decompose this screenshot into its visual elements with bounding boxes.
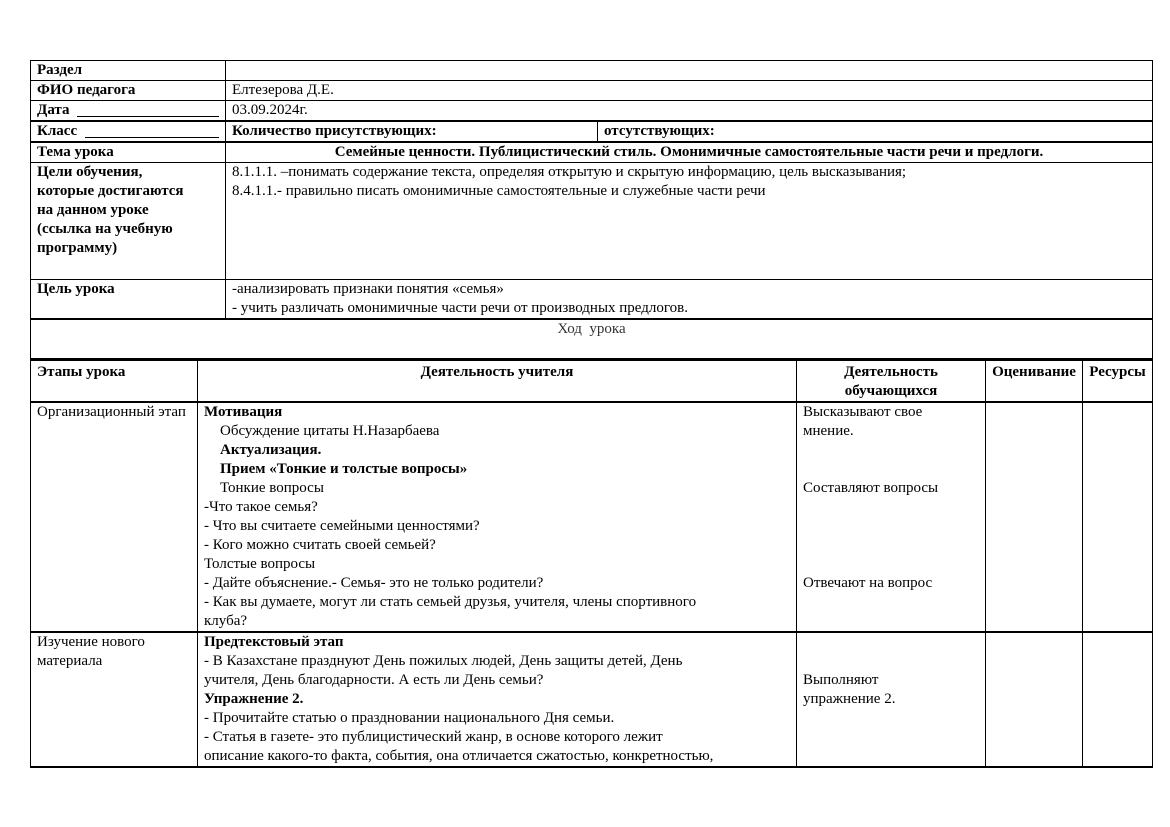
assessment-cell: [986, 632, 1083, 767]
topic-label: Тема урока: [31, 142, 226, 163]
row-class: [31, 121, 1153, 142]
razdel-value: [226, 61, 1153, 81]
text-line: [803, 555, 979, 574]
date-label: Дата: [37, 102, 70, 118]
text-line: - Как вы думаете, могут ли стать семьей друзья, учителя, члены спортивного: [204, 593, 697, 610]
class-underline: [85, 122, 219, 138]
topic-value: Семейные ценности. Публицистический стиль. Омонимичные самостоятельные части речи и предлоги.: [226, 142, 1153, 163]
text-line: учителя, День благодарности. А есть ли День семьи?: [204, 671, 544, 688]
lesson-plan-document: [30, 60, 1152, 768]
text-line: Предтекстовый этап: [204, 633, 344, 650]
lesson-aim-label: Цель урока: [31, 280, 226, 320]
text-line: [803, 441, 979, 460]
text-line: Тонкие вопросы: [220, 479, 324, 496]
fio-label: ФИО педагога: [31, 81, 226, 101]
row-learning-goals: [31, 163, 1153, 280]
text-line: - Прочитайте статью о праздновании национального Дня семьи.: [204, 709, 615, 726]
text-line: Высказывают свое: [803, 403, 923, 420]
row-razdel: [31, 61, 1153, 81]
stages-header-row: [31, 360, 1153, 402]
text-line: - Кого можно считать своей семьей?: [204, 536, 436, 553]
text-line: (ссылка на учебную: [37, 221, 173, 237]
header-student-activity: Деятельность обучающихся: [797, 360, 986, 402]
text-line: программу): [37, 240, 118, 256]
student-activity-cell: [797, 402, 986, 632]
text-line: мнение.: [803, 422, 854, 439]
row-topic: [31, 142, 1153, 163]
header-teacher-activity: Деятельность учителя: [198, 360, 797, 402]
assessment-cell: [986, 402, 1083, 632]
learning-goals-label: [31, 163, 226, 280]
header-resources: Ресурсы: [1083, 360, 1153, 402]
stage-name: Изучение нового материала: [31, 632, 198, 767]
text-line: 8.1.1.1. –понимать содержание текста, определяя открытую и скрытую информацию, цель высказывания;: [232, 164, 907, 180]
present-label: Количество присутствующих:: [226, 121, 598, 142]
teacher-activity-cell: [198, 632, 797, 767]
text-line: Упражнение 2.: [204, 690, 304, 707]
text-line: 8.4.1.1.- правильно писать омонимичные самостоятельные и служебные части речи: [232, 183, 766, 199]
text-line: описание какого-то факта, события, она отличается сжатостью, конкретностью,: [204, 747, 714, 764]
learning-goals-value: [226, 163, 1153, 280]
header-assessment: Оценивание: [986, 360, 1083, 402]
text-line: Обсуждение цитаты Н.Назарбаева: [220, 422, 440, 439]
text-line: Прием «Тонкие и толстые вопросы»: [220, 460, 468, 477]
class-label-cell: [31, 121, 226, 142]
text-line: Цели обучения,: [37, 164, 143, 180]
text-line: [803, 498, 979, 517]
text-line: Мотивация: [204, 403, 283, 420]
text-line: -анализировать признаки понятия «семья»: [232, 281, 504, 297]
text-line: которые достигаются: [37, 183, 184, 199]
text-line: Выполняют: [803, 671, 879, 688]
header-stage: Этапы урока: [31, 360, 198, 402]
class-label: Класс: [37, 123, 78, 139]
resources-cell: [1083, 402, 1153, 632]
text-line: - Статья в газете- это публицистический жанр, в основе которого лежит: [204, 728, 663, 745]
fio-value: Елтезерова Д.Е.: [226, 81, 1153, 101]
text-line: Составляют вопросы: [803, 479, 939, 496]
stage-row-organizational: [31, 402, 1153, 632]
row-fio: [31, 81, 1153, 101]
text-line: Актуализация.: [220, 441, 322, 458]
text-line: [803, 536, 979, 555]
text-line: - В Казахстане празднуют День пожилых людей, День защиты детей, День: [204, 652, 683, 669]
resources-cell: [1083, 632, 1153, 767]
text-line: Отвечают на вопрос: [803, 574, 933, 591]
student-activity-cell: [797, 632, 986, 767]
row-date: [31, 101, 1153, 122]
teacher-activity-cell: [198, 402, 797, 632]
text-line: -Что такое семья?: [204, 498, 318, 515]
text-line: клуба?: [204, 612, 248, 629]
lesson-stages-table: [30, 359, 1153, 768]
text-line: [803, 460, 979, 479]
absent-label: отсутствующих:: [598, 121, 1153, 142]
lesson-aim-value: [226, 280, 1153, 320]
text-line: [803, 517, 979, 536]
date-label-cell: [31, 101, 226, 122]
lesson-info-table: [30, 60, 1153, 359]
stage-name: Организационный этап: [31, 402, 198, 632]
course-header: Ход урока: [31, 319, 1153, 358]
text-line: Толстые вопросы: [204, 555, 316, 572]
row-course-header: [31, 319, 1153, 358]
text-line: - Дайте объяснение.- Семья- это не только родители?: [204, 574, 544, 591]
row-lesson-aim: [31, 280, 1153, 320]
text-line: - Что вы считаете семейными ценностями?: [204, 517, 480, 534]
date-underline: [77, 101, 219, 117]
stage-row-new-material: [31, 632, 1153, 767]
razdel-label: Раздел: [31, 61, 226, 81]
text-line: [803, 652, 979, 671]
text-line: - учить различать омонимичные части речи от производных предлогов.: [232, 300, 688, 316]
text-line: на данном уроке: [37, 202, 149, 218]
text-line: упражнение 2.: [803, 690, 896, 707]
date-value: 03.09.2024г.: [226, 101, 1153, 122]
text-line: [803, 633, 979, 652]
